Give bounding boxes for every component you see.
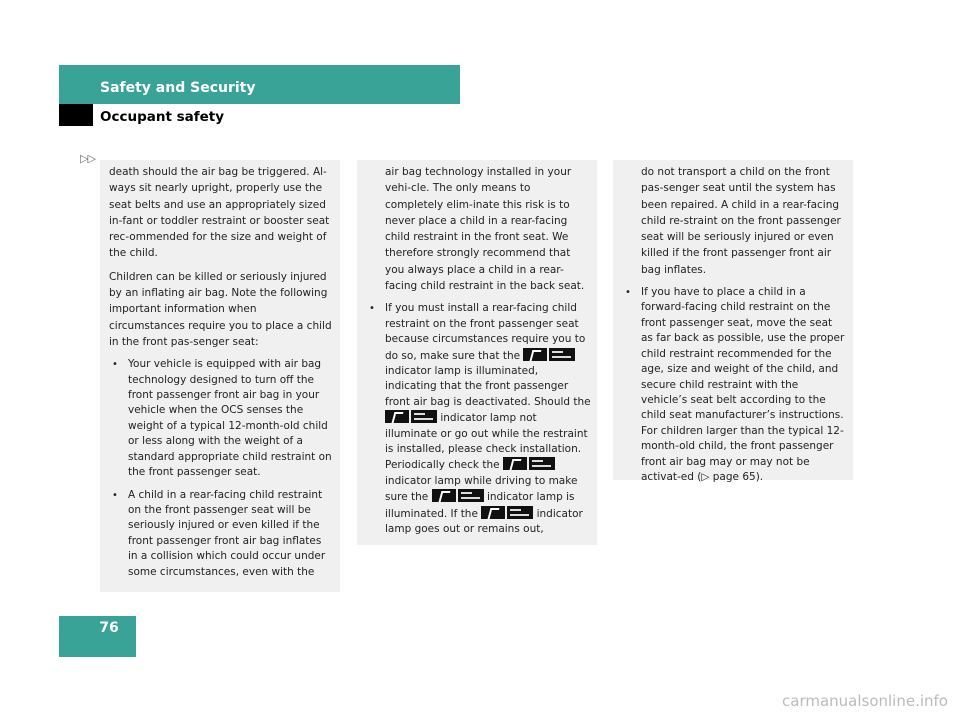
list-item (366, 301, 591, 537)
paragraph: air bag technology installed in your vehi-cle. The only means to completely elim-inate this risk is to never place a child in a rear-facing child restraint in the front seat. We therefore strongly recommend that you always place a child in a rear-facing child restraint in the back seat. (385, 166, 585, 293)
list-item (109, 488, 332, 580)
subsection-title: Occupant safety (100, 109, 225, 125)
list-item-text: Your vehicle is equipped with air bag technology designed to turn off the front passenger front air bag in your vehicle when the OCS senses the weight of a typical 12-month-old child or less along with the weight of a standard appropriate child restraint on the front passenger seat. (128, 358, 332, 479)
passenger-airbag-off-indicator-icon (503, 457, 555, 470)
list-item-text: indicator lamp goes out or remains out, (385, 507, 583, 536)
list-item (622, 285, 847, 485)
text-column-1 (100, 160, 340, 592)
list-item (109, 357, 332, 480)
watermark: carmanualsonline.info (782, 692, 948, 710)
passenger-airbag-off-indicator-icon (523, 348, 575, 361)
list-item-text: indicator lamp is illuminated, indicating that the front passenger front air bag is deactivated. Should the (385, 365, 591, 408)
page-number: 76 (99, 620, 119, 636)
subsection-tab (59, 104, 93, 126)
text-column-2 (357, 160, 597, 545)
section-title: Safety and Security (100, 80, 256, 96)
list-item-text: indicator lamp not illuminate or go out while the restraint is installed, please check installation. Periodically check the (385, 412, 588, 472)
paragraph: Children can be killed or seriously injured by an inflating air bag. Note the following important information when circumstances require you to place a child in the front pas-senger seat: (109, 270, 332, 348)
bullet-icon: • (112, 359, 118, 371)
list-item-text: indicator lamp is illuminated. If the (385, 491, 575, 520)
passenger-airbag-off-indicator-icon (481, 506, 533, 519)
paragraph: death should the air bag be triggered. Al-ways sit nearly upright, properly use the seat belts and use an appropriately sized in-fant or toddler restraint or booster seat rec-ommended for the size and weight of the child. (109, 166, 330, 260)
list-item-text: indicator lamp while driving to make sure the (385, 474, 578, 504)
list-item-text: If you must install a rear-facing child restraint on the front passenger seat because circumstances require you to do so, make sure that the (385, 302, 586, 362)
continued-marker: ▷▷ (80, 152, 95, 165)
text-column-3 (613, 160, 853, 483)
bullet-icon: • (369, 303, 375, 315)
passenger-airbag-off-indicator-icon (385, 410, 437, 423)
bullet-icon: • (625, 287, 631, 299)
list-item-text: If you have to place a child in a forward-facing child restraint on the front passenger seat, move the seat as far back as possible, use the proper child restraint recommended for the age, size and weight of the child, and secure child restraint with the vehicle’s seat belt according to the child seat manufacturer’s instructions. For children larger than the typical 12-month-old child, the front passenger front air bag may or may not be activat-ed (▷ page 65). (641, 286, 845, 483)
bullet-icon: • (112, 489, 118, 501)
passenger-airbag-off-indicator-icon (432, 489, 484, 502)
paragraph: do not transport a child on the front pas-senger seat until the system has been repaired. A child in a rear-facing child re-straint on the front passenger seat will be seriously injured or even killed if the front passenger front air bag inflates. (641, 166, 841, 276)
list-item-text: A child in a rear-facing child restraint on the front passenger seat will be seriously injured or even killed if the front passenger front air bag inflates in a collision which could occur under some circumstances, even with the (128, 488, 326, 578)
